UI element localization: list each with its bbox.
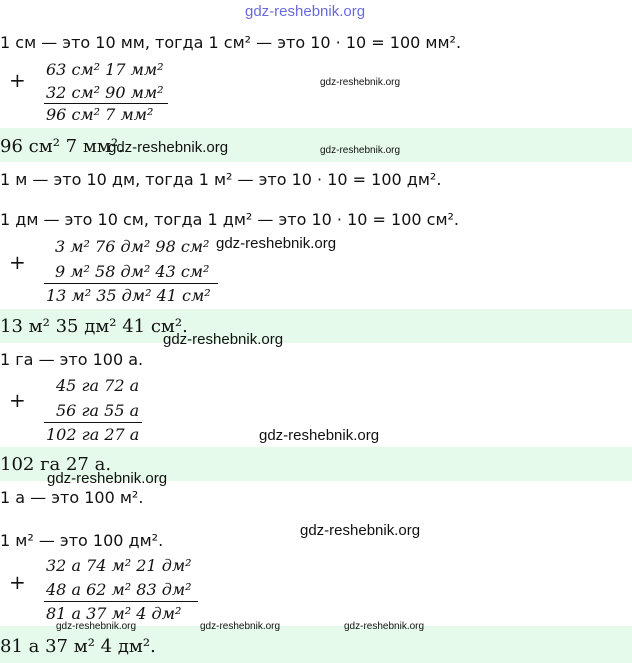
plus-sign-4: +: [9, 570, 26, 594]
plus-sign-2: +: [9, 250, 26, 274]
addend-4a: 32 а 74 м² 21 дм²: [46, 556, 192, 575]
addend-3b: 56 га 55 а: [56, 401, 140, 420]
watermark-1: gdz-reshebnik.org: [320, 77, 401, 88]
sum-rule-4: [44, 601, 198, 602]
answer-2: 13 м² 35 дм² 41 см².: [0, 316, 188, 337]
intro-ha-a: 1 га — это 100 а.: [0, 350, 144, 369]
watermark-5: gdz-reshebnik.org: [163, 331, 284, 348]
intro-m2-dm2: 1 м² — это 100 дм².: [0, 531, 164, 550]
sum-1: 96 см² 7 мм²: [46, 105, 154, 124]
addend-2b: 9 м² 58 дм² 43 см²: [55, 262, 210, 281]
watermark-10: gdz-reshebnik.org: [200, 621, 281, 632]
watermark-6: gdz-reshebnik.org: [259, 427, 380, 444]
sum-4: 81 а 37 м² 4 дм²: [46, 604, 182, 623]
watermark-7: gdz-reshebnik.org: [47, 470, 168, 487]
answer-3: 102 га 27 а.: [0, 454, 112, 475]
plus-sign-1: +: [9, 68, 26, 92]
sum-rule-2: [44, 283, 218, 284]
addend-2a: 3 м² 76 дм² 98 см²: [55, 237, 210, 256]
plus-sign-3: +: [9, 388, 26, 412]
addend-1a: 63 см² 17 мм²: [46, 60, 164, 79]
watermark-top: gdz-reshebnik.org: [245, 3, 366, 20]
watermark-8: gdz-reshebnik.org: [300, 522, 421, 539]
watermark-3: gdz-reshebnik.org: [320, 145, 401, 156]
sum-2: 13 м² 35 дм² 41 см²: [46, 286, 211, 305]
intro-m-dm: 1 м — это 10 дм, тогда 1 м² — это 10 · 10 = 100 дм².: [0, 170, 442, 189]
watermark-2: gdz-reshebnik.org: [108, 139, 229, 156]
watermark-4: gdz-reshebnik.org: [216, 235, 337, 252]
intro-dm-cm: 1 дм — это 10 см, тогда 1 дм² — это 10 · 10 = 100 см².: [0, 210, 460, 229]
watermark-9: gdz-reshebnik.org: [56, 621, 137, 632]
watermark-11: gdz-reshebnik.org: [344, 621, 425, 632]
sum-3: 102 га 27 а: [46, 425, 140, 444]
addend-4b: 48 а 62 м² 83 дм²: [46, 580, 192, 599]
addend-1b: 32 см² 90 мм²: [46, 83, 164, 102]
sum-rule-3: [44, 422, 142, 423]
answer-1: 96 см² 7 мм².: [0, 136, 124, 157]
addend-3a: 45 га 72 а: [56, 376, 140, 395]
sum-rule-1: [44, 103, 168, 104]
intro-a-m2: 1 а — это 100 м².: [0, 488, 144, 507]
answer-4: 81 а 37 м² 4 дм².: [0, 636, 156, 657]
intro-cm-mm: 1 см — это 10 мм, тогда 1 см² — это 10 · 10 = 100 мм².: [0, 33, 462, 52]
